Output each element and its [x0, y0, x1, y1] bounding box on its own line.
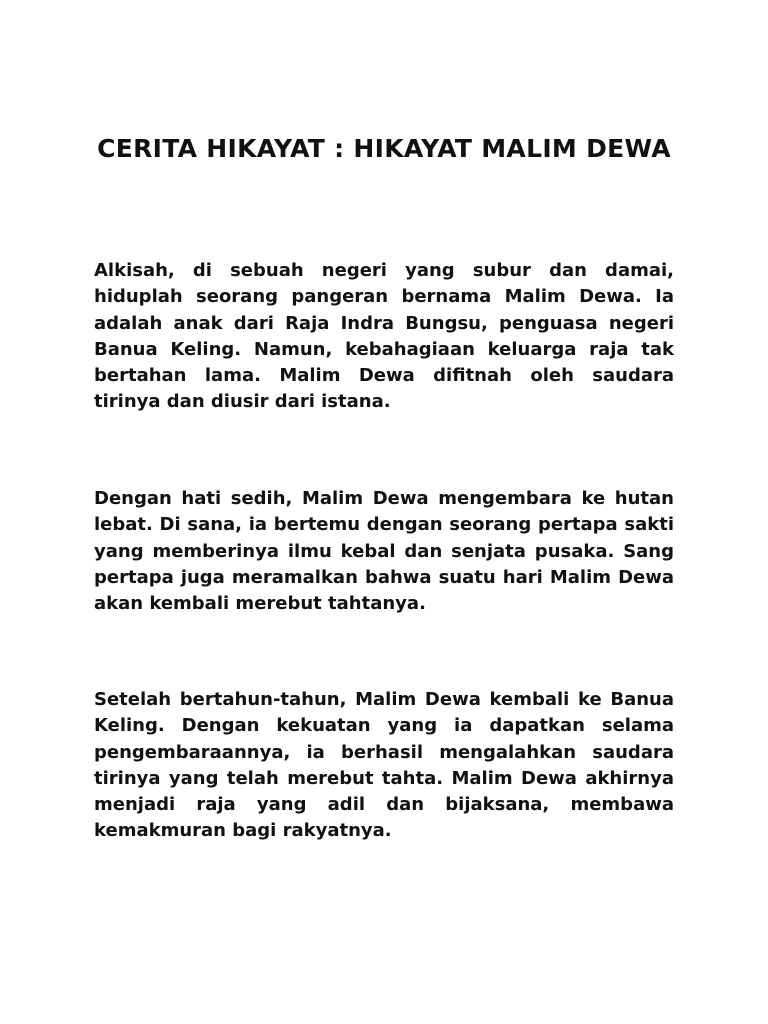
paragraph-2: Dengan hati sedih, Malim Dewa mengembara ke hutan lebat. Di sana, ia bertemu dengan seorang pertapa sakti yang memberinya ilmu kebal dan senjata pusaka. Sang pertapa juga meramalkan bahwa suatu hari Malim Dewa akan kembali merebut tahtanya.: [94, 488, 674, 615]
paragraph-1: Alkisah, di sebuah negeri yang subur dan damai, hiduplah seorang pangeran bernama Malim Dewa. Ia adalah anak dari Raja Indra Bungsu, penguasa negeri Banua Keling. Namun, kebahagiaan keluarga raja tak bertahan lama. Malim Dewa difitnah oleh saudara tirinya dan diusir dari istana.: [94, 260, 674, 413]
page-title: CERITA HIKAYAT : HIKAYAT MALIM DEWA: [97, 134, 671, 163]
paragraph-3: Setelah bertahun-tahun, Malim Dewa kembali ke Banua Keling. Dengan kekuatan yang ia dapatkan selama pengembaraannya, ia berhasil mengalahkan saudara tirinya yang telah merebut tahta. Malim Dewa akhirnya menjadi raja yang adil dan bijaksana, membawa kemakmuran bagi rakyatnya.: [94, 689, 674, 842]
